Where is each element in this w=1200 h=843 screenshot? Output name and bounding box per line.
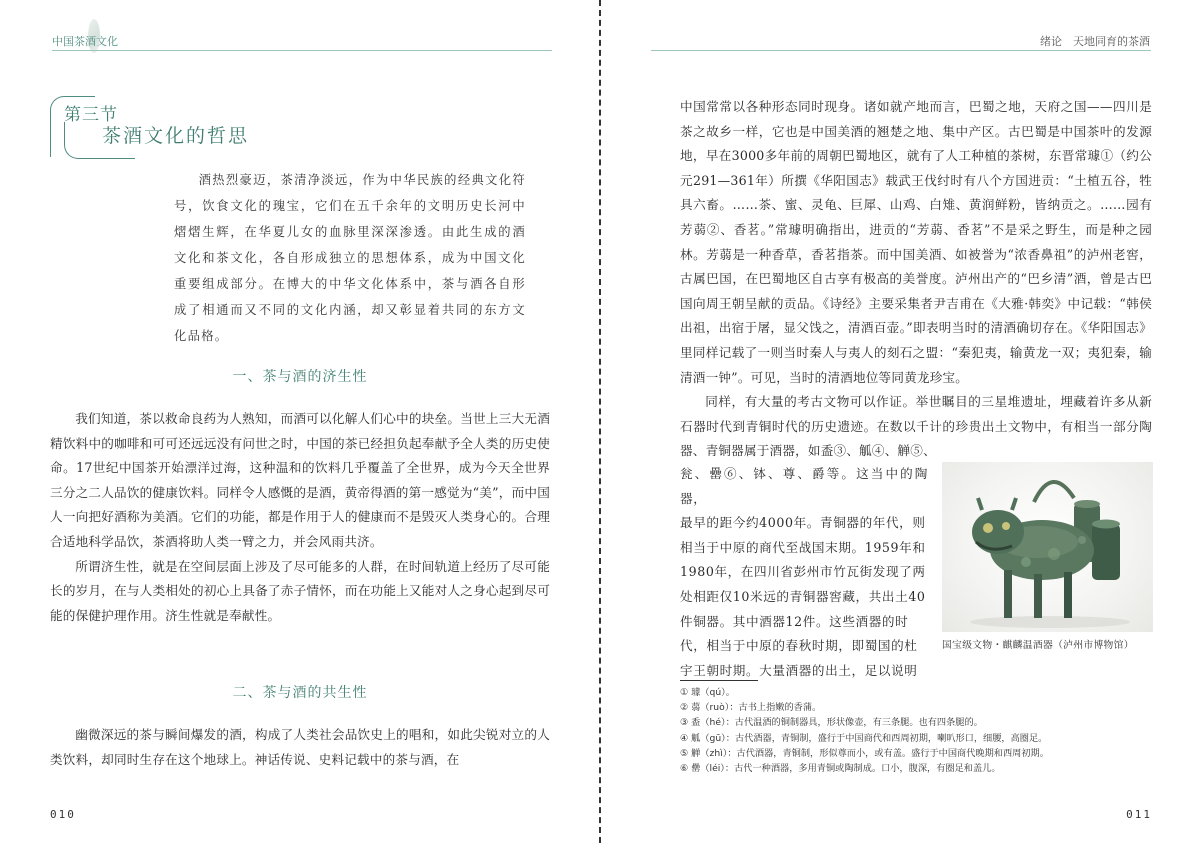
wrap-line: 件铜器。其中酒器12件。这些酒器的时 [680,613,909,629]
page-number-right: 011 [1126,808,1152,821]
right-page [601,0,1200,843]
wrap-line: 代，相当于中原的春秋时期，即蜀国的杜 [680,638,918,654]
footnote: ④ 觚（gū）：古代酒器，青铜制，盛行于中国商代和西周初期，喇叭形口，细腰，高圈足。 [680,732,1048,744]
running-head-right: 绪论 天地同育的茶酒 [1040,35,1150,48]
page-number-left: 010 [50,808,76,821]
wrapped-text [680,462,928,683]
figure-caption: 国宝级文物・麒麟温酒器（泸州市博物馆） [942,640,1134,651]
footnote: ③ 盉（hé）：古代温酒的铜制器具，形状像壶，有三条腿。也有四条腿的。 [680,717,983,729]
body-block-1 [50,407,550,628]
body-block-2 [50,723,550,772]
paragraph: 同样，有大量的考古文物可以作证。举世瞩目的三星堆遗址，埋藏着许多从新石器时代到青铜时代的历史遗迹。在数以千计的珍贵出土文物中，有相当一部分陶器、青铜器属于酒器，如盉③、觚④、觯⑤、 [680,394,1152,459]
section-heading [50,96,350,166]
header-rule [52,50,552,51]
wrap-line: 相当于中原的商代至战国末期。1959年和 [680,539,926,555]
subheading-1: 一、茶与酒的济生性 [232,369,368,385]
running-head-left: 中国茶酒文化 [52,35,118,48]
footnote-rule [680,680,758,681]
artifact-photo [942,462,1153,632]
paragraph: 幽微深远的茶与瞬间爆发的酒，构成了人类社会品饮史上的唱和，如此尖锐对立的人类饮料，却同时生存在这个地球上。神话传说、史料记载中的茶与酒，在 [50,727,550,767]
footnote: ① 璩（qú）。 [680,687,735,698]
wrap-line: 1980年，在四川省彭州市竹瓦街发现了两 [680,564,926,580]
section-title: 茶酒文化的哲思 [102,125,250,147]
section-intro: 酒热烈豪迈，茶清净淡远，作为中华民族的经典文化符号，饮食文化的瑰宝，它们在五千余年的文明历史长河中熠熠生辉，在华夏儿女的血脉里深深渗透。由此生成的酒文化和茶文化，各自形成独立的思想体系，成为中国文化重要组成部分。在博大的中华文化体系中，茶与酒各自形成了相通而又不同的文化内涵，却又彰显着共同的东方文化品格。 [174,173,526,343]
footnote: ⑥ 罍（léi）：古代一种酒器，多用青铜或陶制成。口小，腹深，有圈足和盖儿。 [680,763,1001,775]
footnotes [680,685,1150,776]
section-number: 第三节 [64,105,118,125]
wrap-line: 最早的距今约4000年。青铜器的年代，则 [680,515,926,531]
qilin-wine-warmer-illustration [942,462,1153,632]
subheading-2: 二、茶与酒的共生性 [232,685,368,701]
paragraph: 我们知道，茶以救命良药为人熟知，而酒可以化解人们心中的块垒。当世上三大无酒精饮料中的咖啡和可可还远远没有问世之时，中国的茶已经担负起奉献予全人类的历史使命。17世纪中国茶开始漂洋过海，这种温和的饮料几乎覆盖了全世界，成为今天全世界三分之二人品饮的健康饮料。同样令人感慨的是酒，黄帝得酒的第一感觉为“美”，而中国人一向把好酒称为美酒。它们的功能，都是作用于人的健康而不是毁灭人类身心的。合理合适地科学品饮，茶酒将助人类一臂之力，并会风雨共济。 [50,411,550,549]
wrap-line: 处相距仅10米远的青铜器窖藏，共出土40 [680,588,926,604]
footnote: ⑤ 觯（zhì）：古代酒器，青铜制，形似尊而小，或有盖。盛行于中国商代晚期和西周初期。 [680,747,1049,759]
body-block-right [680,95,1152,464]
paragraph: 中国常常以各种形态同时现身。诸如就产地而言，巴蜀之地，天府之国——四川是茶之故乡一样，它也是中国美酒的翘楚之地、集中产区。古巴蜀是中国茶叶的发源地，早在3000多年前的周朝巴蜀地区，就有了人工种植的茶树，东晋常璩①（约公元291—361年）所撰《华阳国志》载武王伐纣时有八个方国进贡：“土植五谷，牲具六畜。……茶、蜜、灵龟、巨犀、山鸡、白雉、黄润鲜粉，皆纳贡之。……园有芳蒻②、香茗。”常璩明确指出，进贡的“芳蒻、香茗”不是采之野生，而是种之园林。芳蒻是一种香草，香茗指茶。而中国美酒、如被誉为“浓香鼻祖”的泸州老窖，古属巴国，在巴蜀地区自古享有极高的美誉度。泸州出产的“巴乡清”酒，曾是古巴国向周王朝呈献的贡品。《诗经》主要采集者尹吉甫在《大雅·韩奕》中记载：“韩侯出祖，出宿于屠，显父饯之，清酒百壶。”即表明当时的清酒确切存在。《华阳国志》里同样记载了一则当时秦人与夷人的刻石之盟：“秦犯夷，输黄龙一双；夷犯秦，输清酒一钟”。可见，当时的清酒地位等同黄龙珍宝。 [680,99,1152,385]
header-rule [651,50,1151,51]
footnote: ② 蒻（ruò）：古书上指嫩的香蒲。 [680,702,822,714]
wrap-line: 宇王朝时期。大量酒器的出土，足以说明 [680,662,918,678]
paragraph: 所谓济生性，就是在空间层面上涉及了尽可能多的人群，在时间轨道上经历了尽可能长的岁月，在与人类相处的初心上具备了赤子情怀，而在功能上又能对人之身心起到尽可能的保健护理作用。济生性就是奉献性。 [50,558,550,623]
wrap-line: 瓮、罍⑥、钵、尊、爵等。这当中的陶器， [680,466,928,506]
